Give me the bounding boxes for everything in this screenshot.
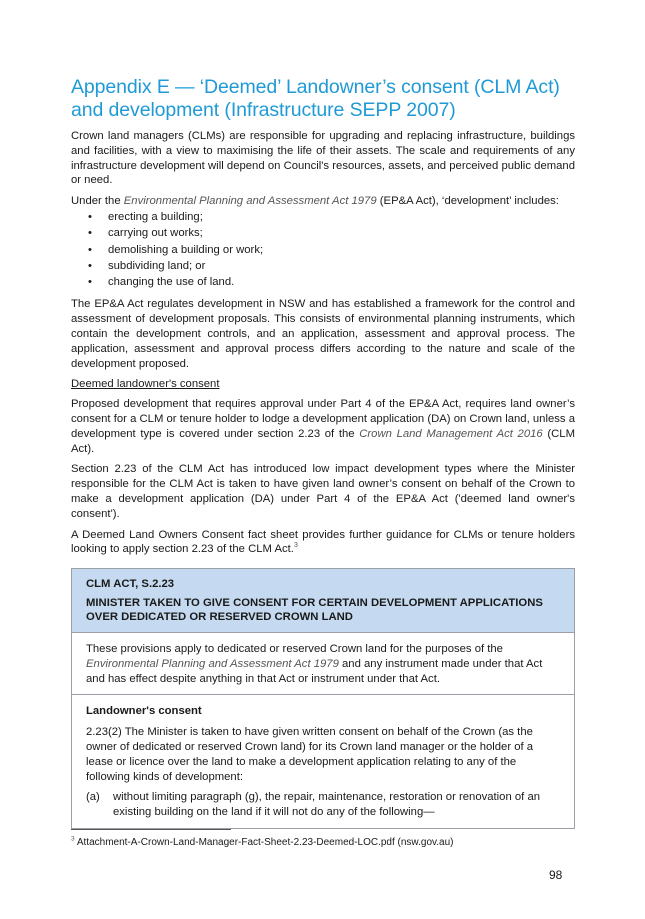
list-item [71,209,575,225]
clm-act-title: Crown Land Management Act 2016 [359,427,543,440]
callout-header [72,569,574,633]
p4-pre: Proposed development that requires approval under Part 4 of the EP&A Act, requires land owner’s consent for a CLM or tenure holder to lodge a development application (DA) on Crown land, unless a development type is covered under section 2.23 of the [71,398,575,440]
paragraph-intro: Crown land managers (CLMs) are responsible for upgrading and replacing infrastructure, buildings and facilities, with a view to maximising the life of their assets. The scale and requirements of any infrastructure development will depend on Council's resources, assets, and perceived public demand or need. [71,130,575,187]
s1-act-title: Environmental Planning and Assessment Act 1979 [86,657,339,670]
title-line-2: and development (Infrastructure SEPP 2007) [71,99,456,121]
bullet-icon: • [88,210,92,223]
page-content [71,76,575,563]
s1-post: and any instrument made under that Act and has effect despite anything in that Act or instrument under that Act. [86,657,543,685]
page-title [71,76,575,122]
legislation-callout-box [71,568,575,829]
p6-text: A Deemed Land Owners Consent fact sheet provides further guidance for CLMs or tenure holders looking to apply section 2.23 of the CLM Act. [71,528,575,556]
callout-consent-text: 2.23(2) The Minister is taken to have given written consent on behalf of the Crown (as the owner of dedicated or reserved Crown land) for its Crown land manager or the holder of a lease or licence over the land to make a development application relating to any of the following kinds of development: [86,726,534,783]
p2-post: (EP&A Act), ‘development’ includes: [376,195,559,208]
clause-label: (a) [86,791,100,804]
clause-item [86,790,560,820]
list-item-text: demolishing a building or work; [108,243,264,256]
list-item-text: erecting a building; [108,210,203,223]
section-heading-deemed-consent: Deemed landowner's consent [71,378,220,391]
p4-post: (CLM Act). [71,427,575,455]
callout-application-text [86,642,560,686]
footnote-reference[interactable]: 3 [293,542,298,550]
page-number: 98 [549,868,563,882]
callout-section-heading: Landowner's consent [86,705,202,718]
bullet-icon: • [88,227,92,240]
list-item [71,274,575,290]
callout-subtitle: MINISTER TAKEN TO GIVE CONSENT FOR CERTAIN DEVELOPMENT APPLICATIONS OVER DEDICATED OR RESERVED CROWN LAND [86,597,543,623]
ep-a-act-title: Environmental Planning and Assessment Act 1979 [123,195,377,208]
bullet-icon: • [88,259,92,272]
footnote-link-text[interactable]: Attachment-A-Crown-Land-Manager-Fact-Sheet-2.23-Deemed-LOC.pdf (nsw.gov.au) [74,837,454,848]
paragraph-proposed-development [71,397,575,456]
list-item [71,242,575,258]
callout-section-application [72,633,574,695]
clause-text: without limiting paragraph (g), the repair, maintenance, restoration or renovation of an existing building on the land if it will not do any of the following— [113,791,541,819]
callout-title: CLM ACT, S.2.23 [86,578,175,590]
bullet-icon: • [88,243,92,256]
paragraph-fact-sheet [71,528,575,558]
s1-pre: These provisions apply to dedicated or reserved Crown land for the purposes of the [86,643,503,655]
list-item [71,225,575,241]
list-item-text: carrying out works; [108,227,203,240]
footnote-number: 3 [71,835,75,843]
list-item-text: subdividing land; or [108,259,206,272]
title-line-1: Appendix E — ‘Deemed’ Landowner’s consent (CLM Act) [71,76,560,98]
paragraph-ep-a-act: The EP&A Act regulates development in NSW and has established a framework for the control and assessment of development proposals. This consists of environmental planning instruments, which contain the development controls, and an application, assessment and approval process. The application, assessment and approval process differs according to the nature and scale of the development proposed. [71,298,575,370]
development-bullet-list [71,209,575,290]
paragraph-section-2-23: Section 2.23 of the CLM Act has introduced low impact development types where the Minister responsible for the CLM Act is taken to have given land owner’s consent on behalf of the Crown to make a development application (DA) under Part 4 of the EP&A Act ('deemed land owner's consent'). [71,463,575,520]
footnote [71,836,454,849]
callout-section-landowner-consent [72,695,574,828]
p2-pre: Under the [71,195,124,208]
list-item [71,258,575,274]
footnote-divider [71,829,231,830]
list-item-text: changing the use of land. [108,276,235,289]
paragraph-development-definition [71,194,575,209]
bullet-icon: • [88,276,92,289]
